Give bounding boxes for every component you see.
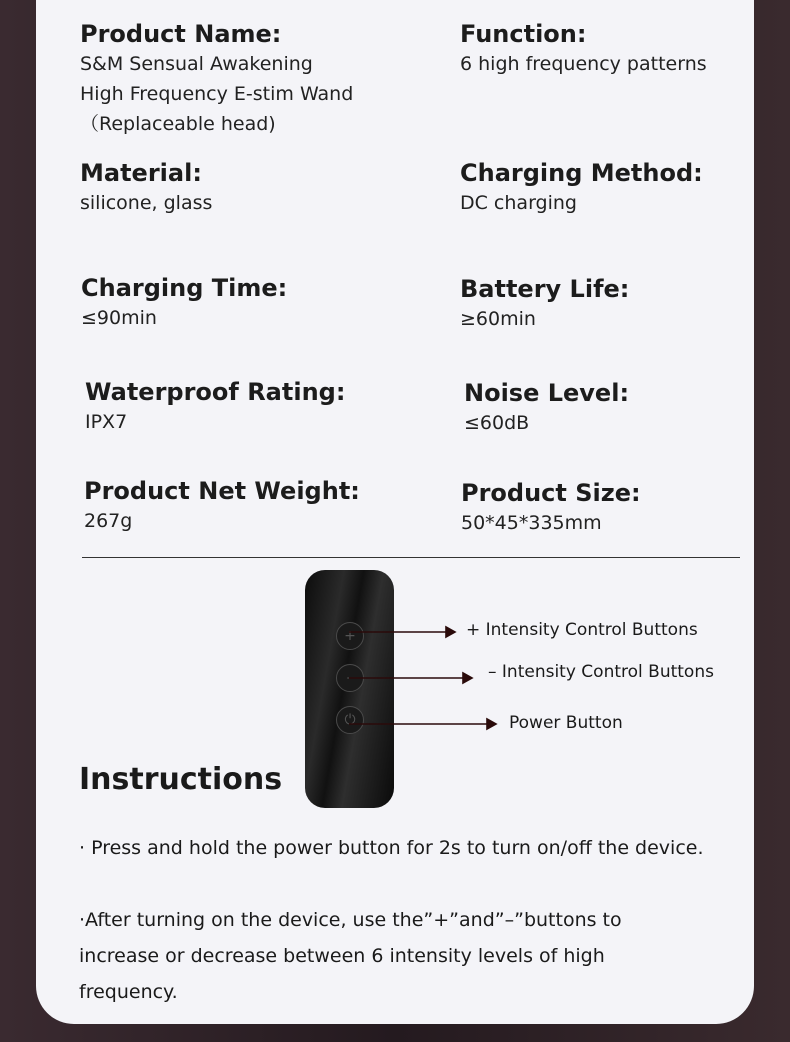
instruction-step-1: · Press and hold the power button for 2s to turn on/off the device. — [79, 837, 704, 859]
spec-charging-time — [81, 273, 287, 333]
spec-label: Noise Level: — [464, 379, 630, 407]
spec-product-size — [461, 478, 641, 538]
instruction-step-2: ·After turning on the device, use the”+”and”–”buttons to increase or decrease between 6 intensity levels of high frequency. — [79, 909, 622, 1003]
spec-value: S&M Sensual Awakening High Frequency E-stim Wand （Replaceable head) — [80, 53, 354, 135]
plus-button-icon: + — [336, 622, 364, 650]
spec-battery-life — [460, 274, 629, 334]
spec-label: Product Size: — [461, 479, 641, 507]
section-divider — [82, 557, 740, 558]
spec-value: ≤60dB — [464, 412, 530, 434]
spec-label: Charging Time: — [81, 274, 288, 302]
spec-label: Charging Method: — [460, 159, 703, 187]
spec-value: 50*45*335mm — [461, 512, 602, 534]
spec-label: Battery Life: — [460, 275, 630, 303]
spec-value: IPX7 — [85, 411, 128, 433]
instructions-title: Instructions — [79, 762, 283, 797]
minus-button-icon: – — [336, 664, 364, 692]
spec-label: Product Net Weight: — [84, 477, 360, 505]
spec-value: DC charging — [460, 192, 577, 214]
spec-noise-level — [464, 378, 629, 438]
spec-value: silicone, glass — [80, 192, 213, 214]
spec-waterproof-rating — [85, 377, 345, 437]
power-callout-label: Power Button — [509, 713, 623, 733]
spec-material — [80, 158, 212, 218]
spec-label: Waterproof Rating: — [85, 378, 346, 406]
spec-net-weight — [84, 476, 360, 536]
plus-callout-label: + Intensity Control Buttons — [466, 620, 698, 640]
spec-product-name — [80, 19, 353, 139]
spec-charging-method — [460, 158, 703, 218]
power-button-icon: ⏻ — [336, 706, 364, 734]
spec-value: ≤90min — [81, 307, 157, 329]
spec-value: ≥60min — [460, 308, 536, 330]
spec-function — [460, 19, 707, 79]
spec-label: Product Name: — [80, 20, 282, 48]
spec-label: Function: — [460, 20, 587, 48]
spec-value: 267g — [84, 510, 133, 532]
spec-value: 6 high frequency patterns — [460, 53, 707, 75]
device-control-panel-image — [305, 570, 394, 808]
minus-callout-label: – Intensity Control Buttons — [488, 662, 714, 682]
spec-label: Material: — [80, 159, 202, 187]
